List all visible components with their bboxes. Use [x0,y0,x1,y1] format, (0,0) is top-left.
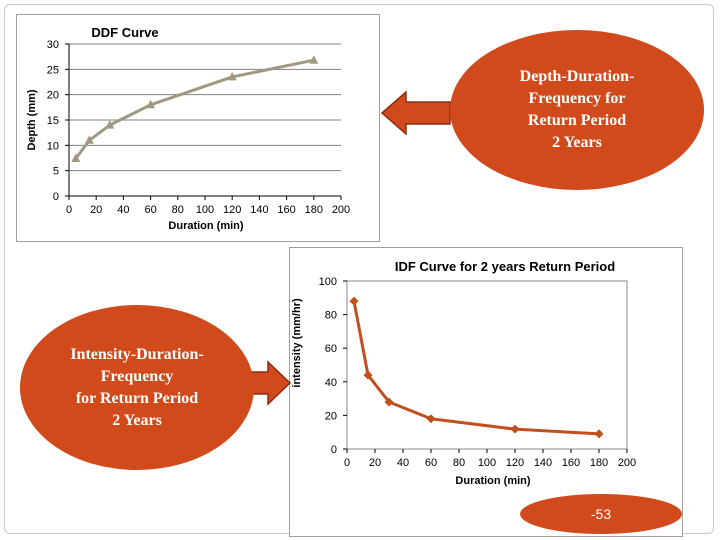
data-point [595,429,604,438]
series-line [354,301,599,434]
x-tick-label: 120 [505,457,525,469]
x-tick-label: 160 [561,457,581,469]
x-tick-label: 20 [368,457,382,469]
y-axis-label: intensity (mm/hr) [291,298,303,388]
x-tick-label: 80 [452,457,466,469]
ddf-callout: Depth-Duration- Frequency for Return Period 2 Years [450,30,704,190]
y-tick-label: 5 [52,165,59,178]
x-tick-label: 0 [65,204,73,216]
x-tick-label: 200 [617,457,637,469]
x-axis-label: Duration (min) [168,220,244,232]
left-arrow-icon [380,90,452,136]
x-tick-label: 80 [171,204,184,216]
y-tick-label: 30 [46,39,59,51]
x-tick-label: 120 [223,204,242,216]
y-tick-label: 0 [52,191,59,203]
ddf-chart [16,14,380,242]
x-tick-label: 160 [277,204,296,216]
y-tick-label: 25 [46,64,59,77]
y-tick-label: 15 [46,115,59,127]
data-point [511,425,520,434]
x-tick-label: 20 [90,204,103,216]
x-tick-label: 60 [424,457,438,469]
y-tick-label: 80 [324,309,337,322]
y-tick-label: 100 [318,276,337,288]
x-tick-label: 0 [343,457,351,469]
series-line [76,60,314,158]
x-tick-label: 180 [589,457,609,469]
y-tick-label: 0 [330,444,337,456]
data-point [350,297,359,306]
y-tick-label: 10 [46,140,59,153]
data-point [427,414,436,423]
x-tick-label: 40 [396,457,410,469]
x-tick-label: 180 [304,204,323,216]
page-number: -53 [520,494,682,534]
y-tick-label: 20 [46,89,59,102]
chart-title: DDF Curve [91,25,159,40]
x-tick-label: 40 [117,204,130,216]
idf-callout: Intensity-Duration- Frequency for Return Period 2 Years [20,305,254,470]
y-tick-label: 20 [324,410,337,423]
y-axis-label: Depth (mm) [26,89,38,151]
y-tick-label: 40 [324,376,337,389]
ddf-chart-svg [17,15,381,243]
plot-area-border [347,281,627,449]
x-tick-label: 100 [477,457,497,469]
x-axis-label: Duration (min) [455,475,531,487]
x-tick-label: 60 [144,204,157,216]
x-tick-label: 200 [331,204,351,216]
x-tick-label: 140 [533,457,553,469]
chart-title: IDF Curve for 2 years Return Period [394,259,616,274]
x-tick-label: 100 [195,204,215,216]
x-tick-label: 140 [250,204,269,216]
y-tick-label: 60 [324,343,337,356]
idf-chart [289,247,683,537]
